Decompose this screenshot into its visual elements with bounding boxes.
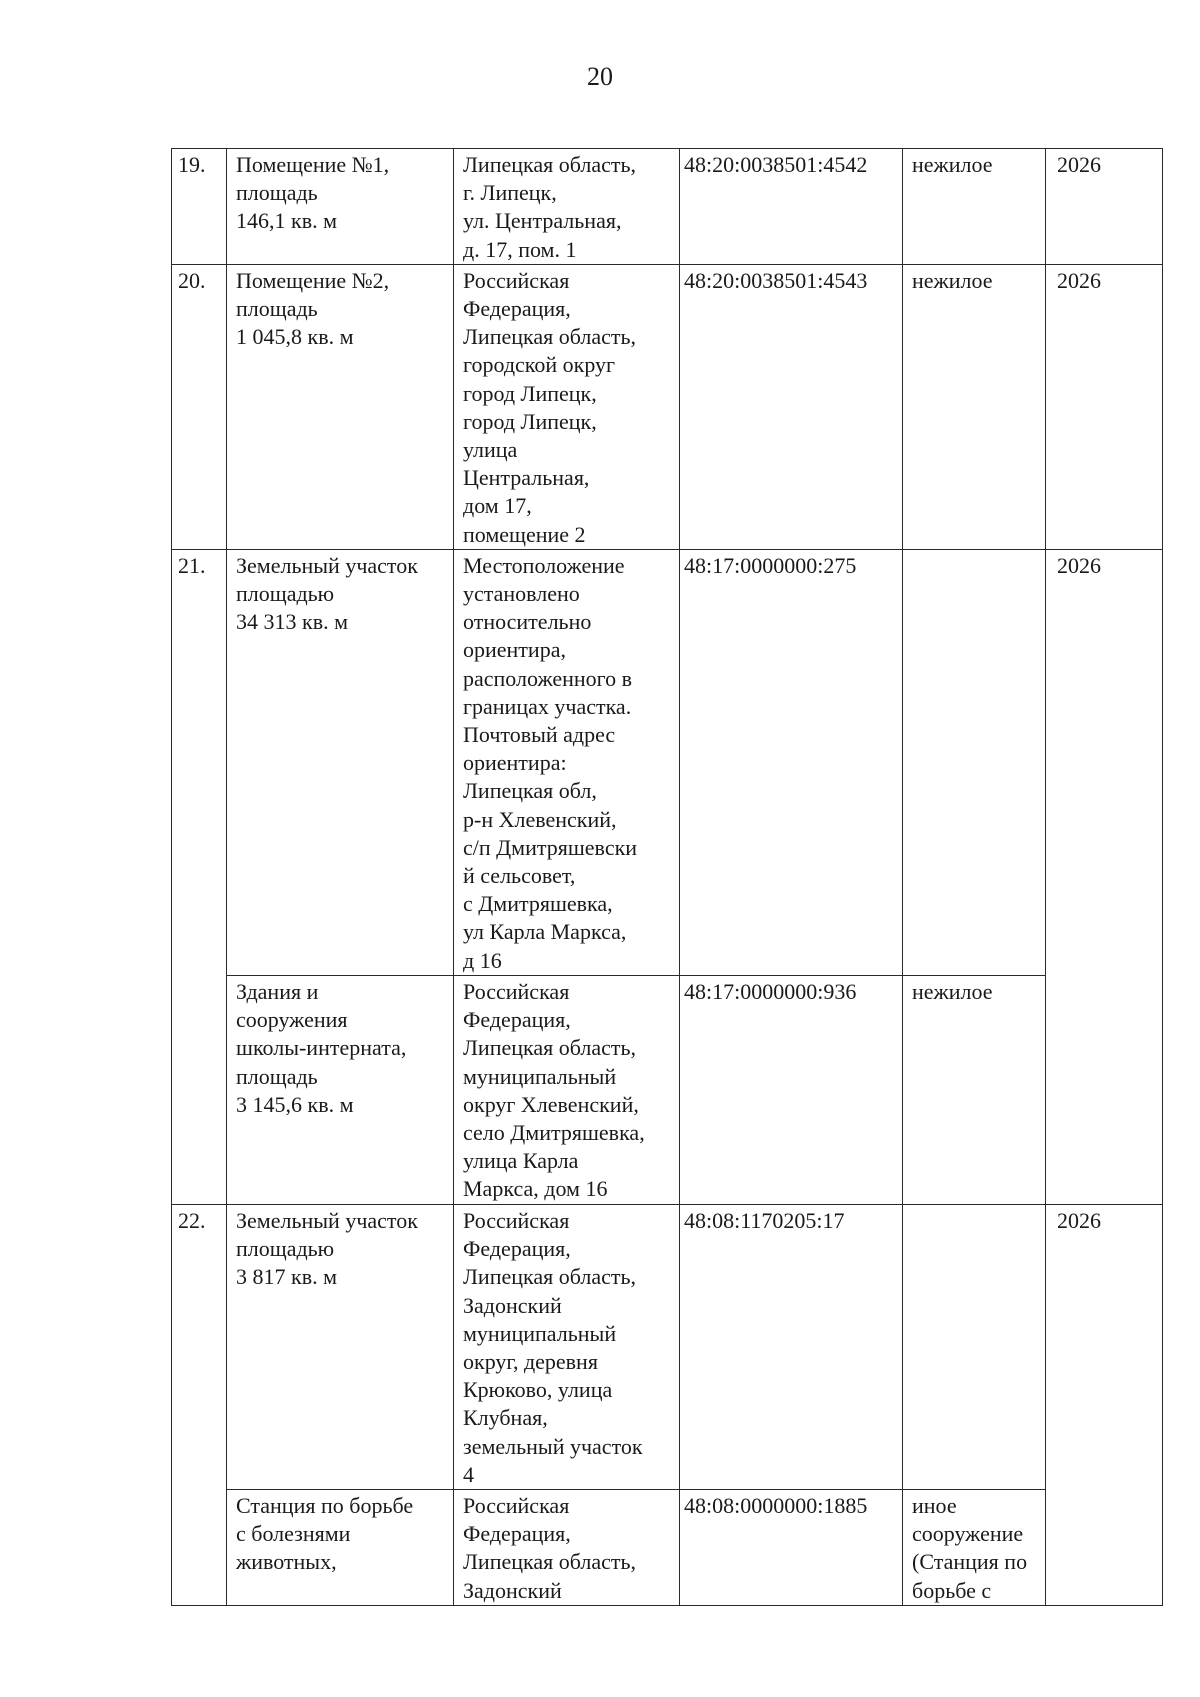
property-table: [171, 148, 1163, 1606]
address-cell: Российская Федерация, Липецкая область, Задонский: [454, 1489, 680, 1605]
address-cell: Российская Федерация, Липецкая область, городской округ город Липецк, город Липецк, улица Центральная, дом 17, помещение 2: [454, 264, 680, 549]
object-name-cell: Земельный участок площадью 34 313 кв. м: [227, 549, 454, 975]
object-name-cell: Помещение №2, площадь 1 045,8 кв. м: [227, 264, 454, 549]
address-cell: Липецкая область, г. Липецк, ул. Центральная, д. 17, пом. 1: [454, 149, 680, 265]
page-number: 20: [587, 62, 613, 91]
table-row: [172, 1489, 1163, 1605]
year-cell: 2026: [1046, 1204, 1163, 1605]
row-number: 19.: [172, 149, 227, 265]
object-name-cell: Помещение №1, площадь 146,1 кв. м: [227, 149, 454, 265]
object-type-cell: нежилое: [903, 975, 1046, 1204]
year-cell: 2026: [1046, 149, 1163, 265]
object-name-cell: Земельный участок площадью 3 817 кв. м: [227, 1204, 454, 1489]
row-number: 21.: [172, 549, 227, 1204]
table-row: [172, 549, 1163, 975]
address-cell: Местоположение установлено относительно ориентира, расположенного в границах участка. Почтовый адрес ориентира: Липецкая обл, р-н Хлевенский, с/п Дмитряшевски й сельсовет, с Дмитряшевка, ул Карла Маркса, д 16: [454, 549, 680, 975]
address-cell: Российская Федерация, Липецкая область, Задонский муниципальный округ, деревня Крюково, улица Клубная, земельный участок 4: [454, 1204, 680, 1489]
table-row: [172, 149, 1163, 265]
cadastral-number-cell: 48:17:0000000:275: [680, 549, 903, 975]
row-number: 22.: [172, 1204, 227, 1605]
address-cell: Российская Федерация, Липецкая область, муниципальный округ Хлевенский, село Дмитряшевка, улица Карла Маркса, дом 16: [454, 975, 680, 1204]
object-type-cell: нежилое: [903, 149, 1046, 265]
object-name-cell: Станция по борьбе с болезнями животных,: [227, 1489, 454, 1605]
cadastral-number-cell: 48:20:0038501:4542: [680, 149, 903, 265]
object-name-cell: Здания и сооружения школы-интерната, площадь 3 145,6 кв. м: [227, 975, 454, 1204]
table-row: [172, 975, 1163, 1204]
year-cell: 2026: [1046, 264, 1163, 549]
table-row: [172, 264, 1163, 549]
object-type-cell: иное сооружение (Станция по борьбе с: [903, 1489, 1046, 1605]
object-type-cell: нежилое: [903, 264, 1046, 549]
cadastral-number-cell: 48:08:0000000:1885: [680, 1489, 903, 1605]
cadastral-number-cell: 48:17:0000000:936: [680, 975, 903, 1204]
object-type-cell: [903, 1204, 1046, 1489]
year-cell: 2026: [1046, 549, 1163, 1204]
row-number: 20.: [172, 264, 227, 549]
cadastral-number-cell: 48:20:0038501:4543: [680, 264, 903, 549]
cadastral-number-cell: 48:08:1170205:17: [680, 1204, 903, 1489]
object-type-cell: [903, 549, 1046, 975]
table-row: [172, 1204, 1163, 1489]
